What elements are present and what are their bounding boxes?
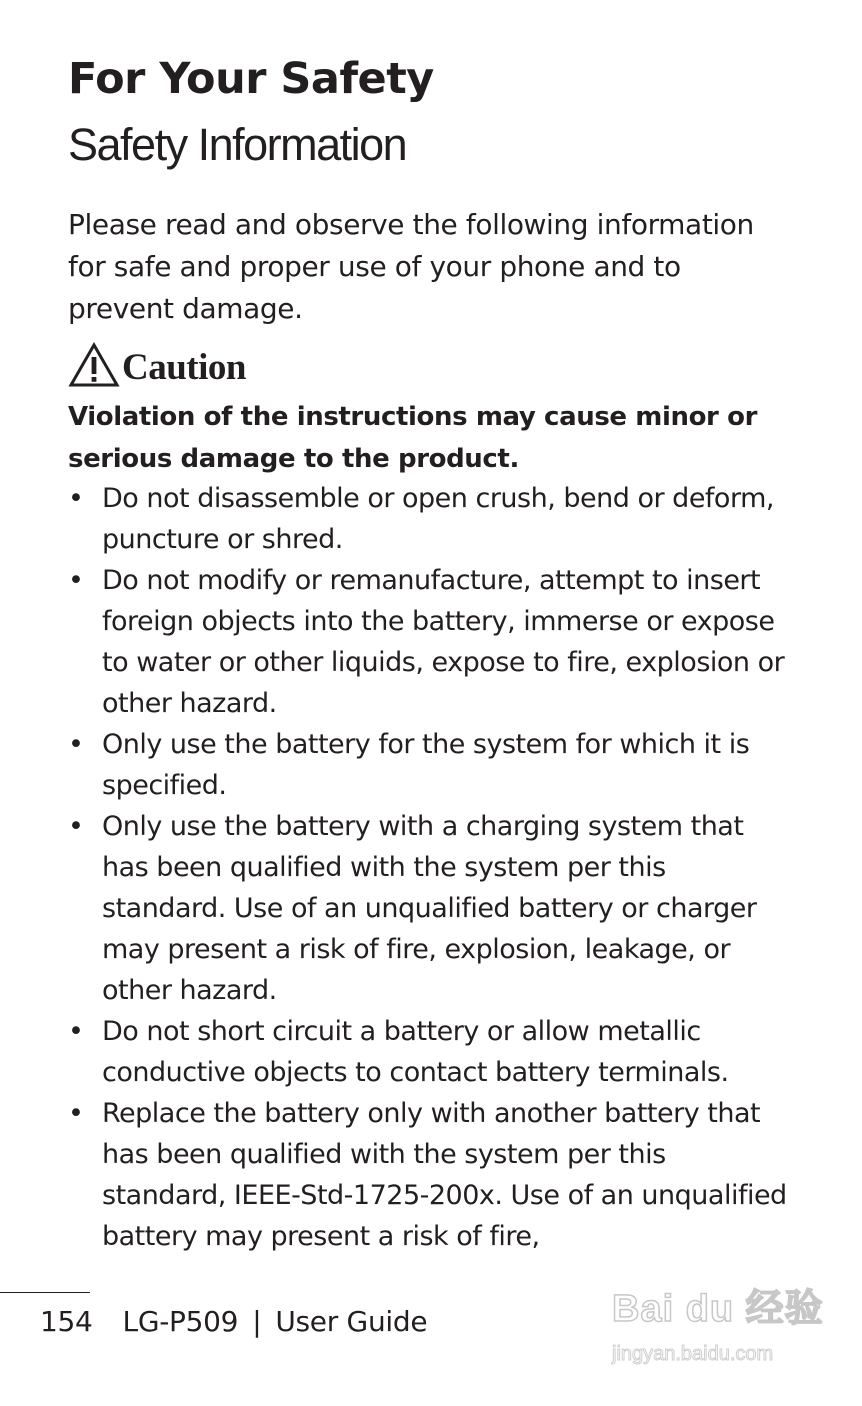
list-item-text: Do not modify or remanufacture, attempt to insert foreign objects into the battery, immerse or expose to water or other liquids, expose to fire, explosion or other hazard.	[102, 565, 785, 719]
list-item	[68, 560, 788, 724]
page-number: 154	[40, 1305, 93, 1338]
page-footer	[40, 1302, 427, 1342]
list-item	[68, 806, 788, 1011]
list-item	[68, 1093, 788, 1257]
sub-title: Safety Information	[68, 119, 407, 170]
caution-label: Caution	[122, 347, 246, 388]
footer-divider	[0, 1292, 90, 1293]
list-item-text: Do not disassemble or open crush, bend or deform, puncture or shred.	[102, 483, 774, 555]
warning-triangle-icon	[68, 342, 120, 388]
section-title: For Your Safety	[68, 54, 434, 104]
bullet-icon: •	[68, 729, 84, 760]
bullet-icon: •	[68, 483, 84, 514]
model-name: LG-P509	[122, 1305, 239, 1338]
caution-heading	[68, 340, 246, 388]
watermark-url: jingyan.baidu.com	[612, 1343, 774, 1365]
bullet-icon: •	[68, 1016, 84, 1047]
guide-label: User Guide	[275, 1305, 428, 1338]
footer-separator: |	[252, 1305, 262, 1338]
list-item	[68, 724, 788, 806]
safety-list	[68, 478, 788, 1257]
bullet-icon: •	[68, 811, 84, 842]
watermark-logo: Bai du 经验	[612, 1288, 824, 1330]
list-item-text: Only use the battery for the system for which it is specified.	[102, 729, 750, 801]
list-item	[68, 478, 788, 560]
list-item-text: Only use the battery with a charging system that has been qualified with the system per this standard. Use of an unqualified battery or charger may present a risk of fire, explosion, leakage, or other hazard.	[102, 811, 757, 1006]
bullet-icon: •	[68, 1098, 84, 1129]
bullet-icon: •	[68, 565, 84, 596]
list-item-text: Do not short circuit a battery or allow metallic conductive objects to contact battery terminals.	[102, 1016, 729, 1088]
list-item	[68, 1011, 788, 1093]
baidu-watermark	[612, 1284, 824, 1374]
intro-paragraph: Please read and observe the following information for safe and proper use of your phone and to prevent damage.	[68, 208, 754, 325]
caution-warning: Violation of the instructions may cause minor or serious damage to the product.	[68, 402, 758, 474]
list-item-text: Replace the battery only with another battery that has been qualified with the system per this standard, IEEE-Std-1725-200x. Use of an unqualified battery may present a risk of fire,	[102, 1098, 787, 1252]
